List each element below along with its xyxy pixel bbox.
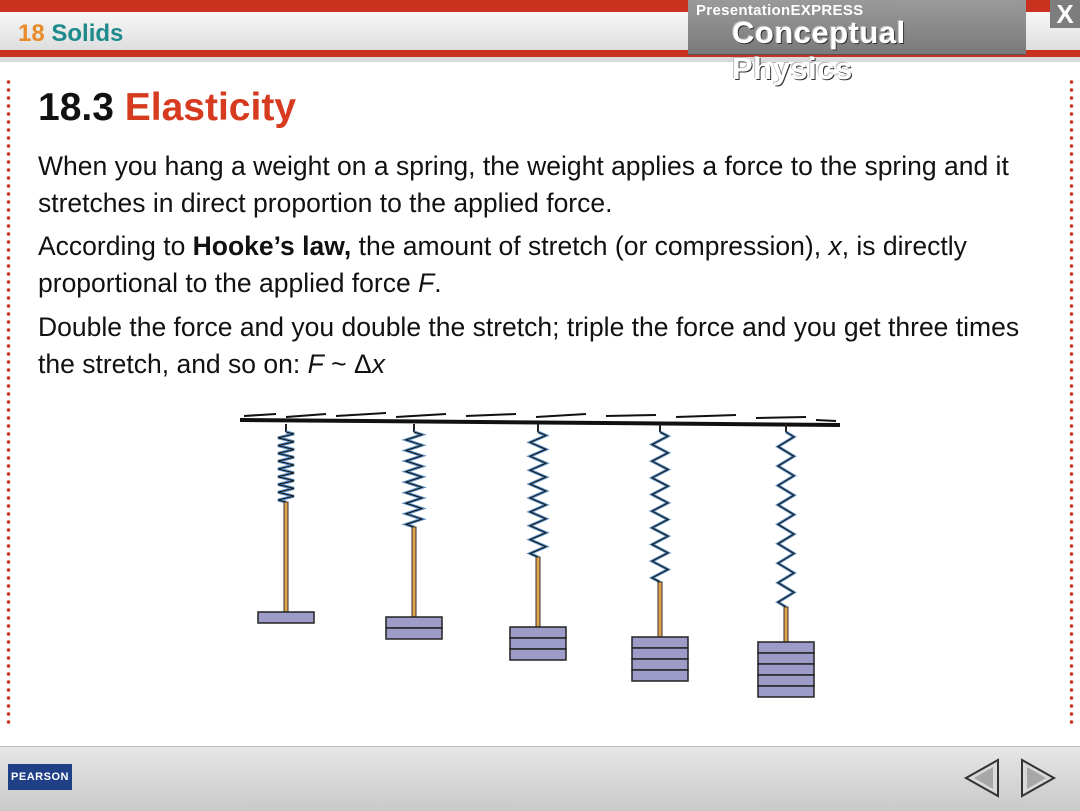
slide-title [38,86,296,130]
section-topic: Elasticity [124,86,297,129]
weight-block [510,627,566,638]
right-arrow-icon[interactable] [1016,757,1060,799]
brand-logo [688,0,1026,86]
spring-1 [258,424,314,623]
section-number: 18.3 [38,86,114,129]
pearson-logo: PEARSON [8,764,72,790]
weight-block [632,659,688,670]
weight-block [758,664,814,675]
weight-block [632,648,688,659]
chapter-label [18,20,123,48]
chapter-number: 18 [18,20,45,47]
chapter-name: Solids [51,20,124,47]
weight-block [758,686,814,697]
footer-bar [0,746,1080,811]
dotted-border-left [6,78,11,728]
header-bar [0,0,1080,86]
dotted-border-right [1069,78,1074,728]
weight-block [510,649,566,660]
close-button[interactable]: X [1050,0,1080,28]
formula-F: F [307,349,324,379]
spring-2 [386,424,442,639]
formula-x: x [371,349,385,379]
hookes-law-term: Hooke’s law, [192,231,352,261]
brand-top-label: PresentationEXPRESS [696,2,864,19]
left-arrow-icon[interactable] [960,757,1004,799]
ceiling-bar [240,413,840,425]
weight-block [758,642,814,653]
springs-group [258,424,814,697]
spring-5 [758,424,814,697]
weight-block [758,675,814,686]
weight-block [510,638,566,649]
paragraph-3: Double the force and you double the stretch; triple the force and you get three times the stretch, and so on: F ~ Δx [38,312,1020,379]
weight-block [386,628,442,639]
weight-block [758,653,814,664]
paragraph-2: According to Hooke’s law, the amount of stretch (or compression), x, is directly proportional to the applied force F. [38,231,967,298]
springs-illustration [236,408,846,728]
weight-block [386,617,442,628]
weight-block [632,670,688,681]
paragraph-1: When you hang a weight on a spring, the weight applies a force to the spring and it stretches in direct proportion to the applied force. [38,151,1009,218]
brand-main-label: Conceptual Physics [732,15,906,86]
weight-block [632,637,688,648]
weight-block [258,612,314,623]
spring-4 [632,424,688,681]
spring-3 [510,424,566,660]
